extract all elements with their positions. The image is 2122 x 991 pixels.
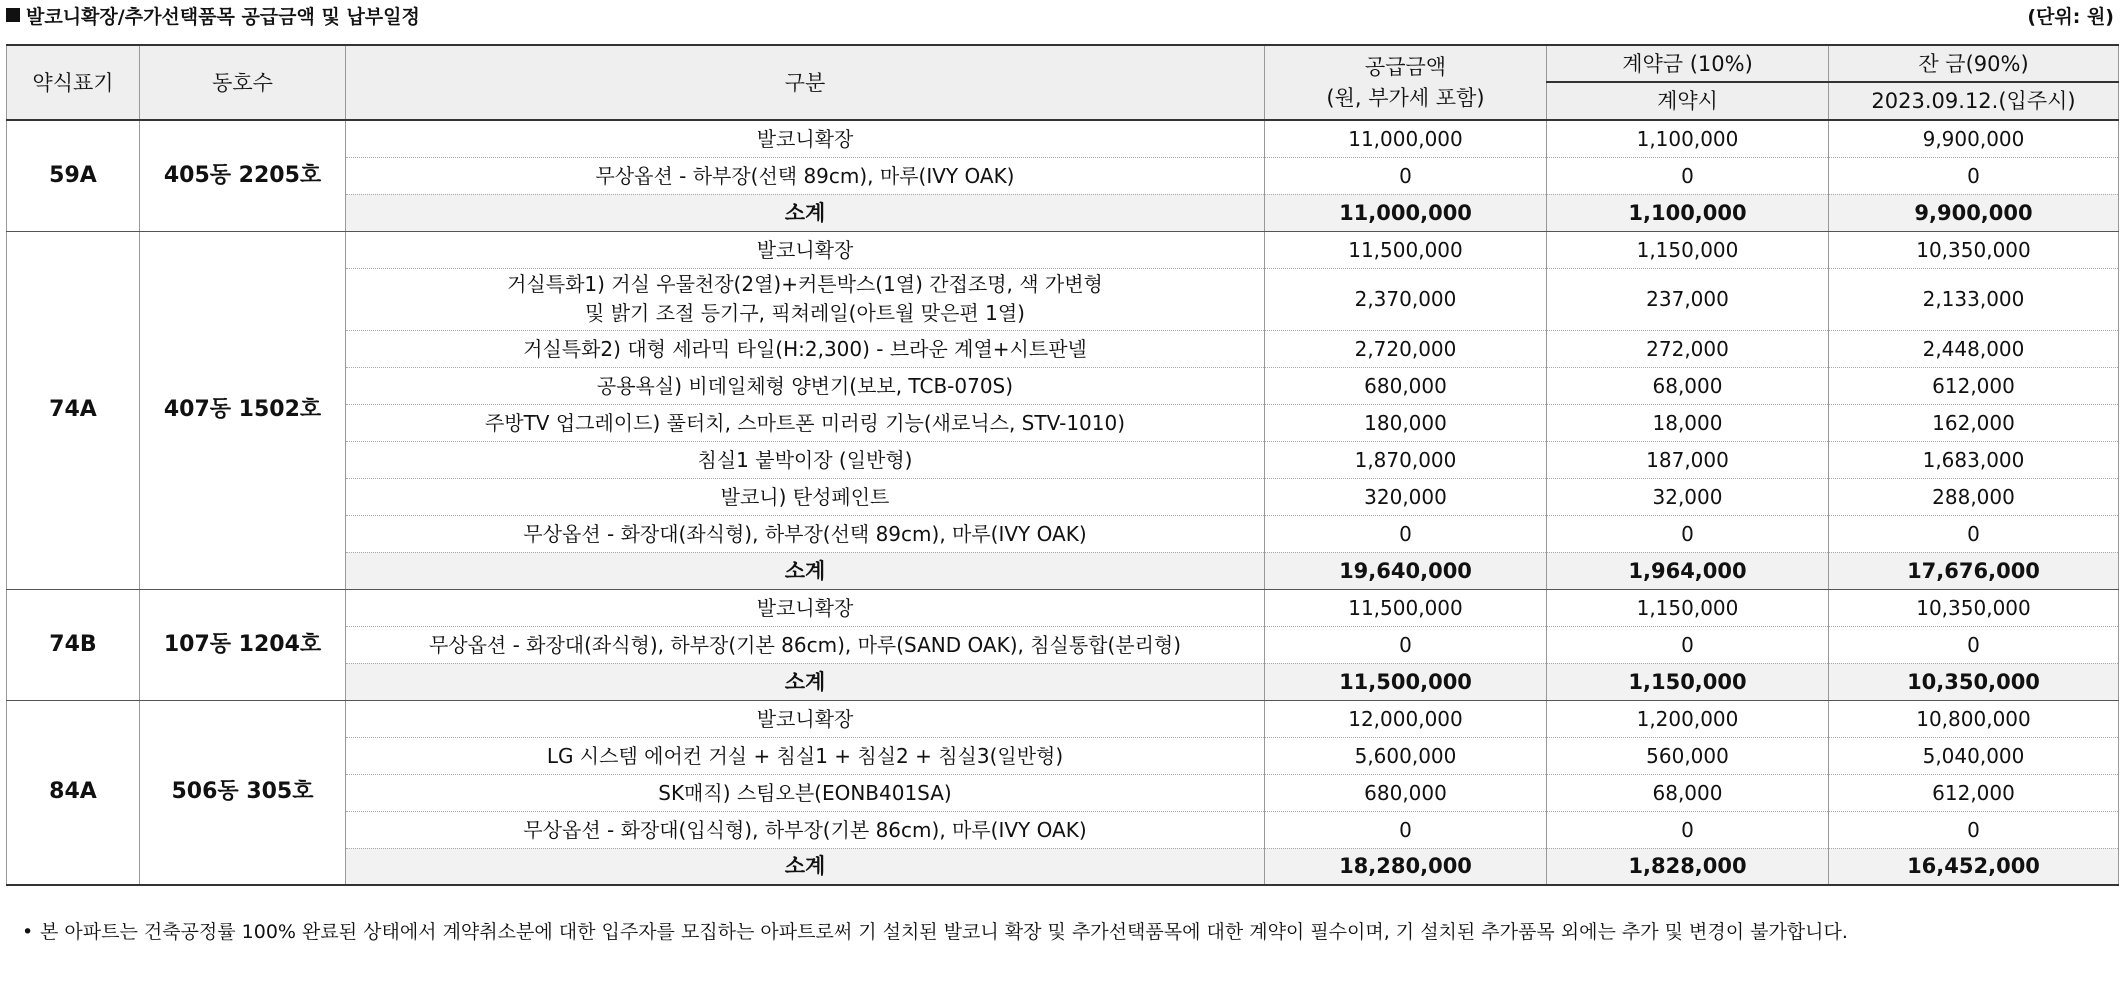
- cell-unit: 506동 305호: [140, 700, 346, 885]
- subtotal-deposit: 1,100,000: [1547, 194, 1829, 231]
- cell-deposit: 0: [1547, 811, 1829, 848]
- cell-balance: 162,000: [1829, 404, 2119, 441]
- cell-balance: 612,000: [1829, 774, 2119, 811]
- cell-item: 공용욕실) 비데일체형 양변기(보보, TCB-070S): [346, 367, 1265, 404]
- table-header: [7, 45, 2119, 120]
- cell-deposit: 187,000: [1547, 441, 1829, 478]
- cell-balance: 0: [1829, 157, 2119, 194]
- cell-balance: 0: [1829, 626, 2119, 663]
- unit-note: (단위: 원): [2027, 5, 2114, 28]
- cell-supply: 12,000,000: [1265, 700, 1547, 737]
- cell-item: 침실1 붙박이장 (일반형): [346, 441, 1265, 478]
- cell-supply: 0: [1265, 157, 1547, 194]
- cell-deposit: 0: [1547, 515, 1829, 552]
- table-row: [7, 589, 2119, 626]
- cell-unit: 405동 2205호: [140, 120, 346, 231]
- header-supply-line2: (원, 부가세 포함): [1326, 85, 1485, 110]
- cell-balance: 10,350,000: [1829, 231, 2119, 268]
- subtotal-supply: 11,500,000: [1265, 663, 1547, 700]
- cell-item: 무상옵션 - 하부장(선택 89cm), 마루(IVY OAK): [346, 157, 1265, 194]
- cell-unit: 107동 1204호: [140, 589, 346, 700]
- cell-balance: 10,800,000: [1829, 700, 2119, 737]
- cell-supply: 0: [1265, 515, 1547, 552]
- cell-deposit: 1,100,000: [1547, 120, 1829, 157]
- table-row: [7, 231, 2119, 268]
- cell-balance: 1,683,000: [1829, 441, 2119, 478]
- header-supply: [1265, 45, 1547, 120]
- subtotal-deposit: 1,150,000: [1547, 663, 1829, 700]
- cell-item: SK매직) 스팀오븐(EONB401SA): [346, 774, 1265, 811]
- subtotal-label: 소계: [346, 663, 1265, 700]
- page-title: 발코니확장/추가선택품목 공급금액 및 납부일정: [26, 5, 420, 28]
- cell-item: 무상옵션 - 화장대(입식형), 하부장(기본 86cm), 마루(IVY OAK): [346, 811, 1265, 848]
- cell-deposit: 272,000: [1547, 330, 1829, 367]
- subtotal-supply: 11,000,000: [1265, 194, 1547, 231]
- cell-item: 발코니확장: [346, 589, 1265, 626]
- subtotal-label: 소계: [346, 848, 1265, 885]
- cell-item: 거실특화2) 대형 세라믹 타일(H:2,300) - 브라운 계열+시트판넬: [346, 330, 1265, 367]
- header-balance: 잔 금(90%): [1829, 45, 2119, 82]
- cell-supply: 0: [1265, 626, 1547, 663]
- cell-deposit: 237,000: [1547, 268, 1829, 330]
- cell-balance: 612,000: [1829, 367, 2119, 404]
- cell-deposit: 18,000: [1547, 404, 1829, 441]
- footnote: [22, 916, 2112, 948]
- cell-item: 무상옵션 - 화장대(좌식형), 하부장(선택 89cm), 마루(IVY OAK): [346, 515, 1265, 552]
- subtotal-balance: 10,350,000: [1829, 663, 2119, 700]
- header-item: 구분: [346, 45, 1265, 120]
- cell-balance: 0: [1829, 515, 2119, 552]
- subtotal-label: 소계: [346, 194, 1265, 231]
- cell-item: 발코니) 탄성페인트: [346, 478, 1265, 515]
- cell-deposit: 560,000: [1547, 737, 1829, 774]
- cell-item: 발코니확장: [346, 231, 1265, 268]
- cell-balance: 5,040,000: [1829, 737, 2119, 774]
- cell-unit: 407동 1502호: [140, 231, 346, 589]
- black-square-icon: [6, 8, 20, 22]
- cell-deposit: 0: [1547, 626, 1829, 663]
- cell-supply: 1,870,000: [1265, 441, 1547, 478]
- subtotal-supply: 18,280,000: [1265, 848, 1547, 885]
- cell-deposit: 32,000: [1547, 478, 1829, 515]
- cell-type: 59A: [7, 120, 140, 231]
- footnote-text: 본 아파트는 건축공정률 100% 완료된 상태에서 계약취소분에 대한 입주자를 모집하는 아파트로써 기 설치된 발코니 확장 및 추가선택품목에 대한 계약이 필수이며, 기 설치된 추가품목 외에는 추가 및 변경이 불가합니다.: [40, 921, 1848, 943]
- subtotal-balance: 16,452,000: [1829, 848, 2119, 885]
- header-type: 약식표기: [7, 45, 140, 120]
- cell-balance: 0: [1829, 811, 2119, 848]
- cell-item: 발코니확장: [346, 120, 1265, 157]
- price-table: [6, 44, 2119, 886]
- cell-item: LG 시스템 에어컨 거실 + 침실1 + 침실2 + 침실3(일반형): [346, 737, 1265, 774]
- cell-deposit: 0: [1547, 157, 1829, 194]
- cell-balance: 10,350,000: [1829, 589, 2119, 626]
- cell-supply: 320,000: [1265, 478, 1547, 515]
- cell-supply: 2,720,000: [1265, 330, 1547, 367]
- cell-supply: 11,500,000: [1265, 589, 1547, 626]
- cell-supply: 5,600,000: [1265, 737, 1547, 774]
- subtotal-label: 소계: [346, 552, 1265, 589]
- cell-deposit: 1,150,000: [1547, 589, 1829, 626]
- cell-type: 84A: [7, 700, 140, 885]
- table-body: [7, 120, 2119, 885]
- subtotal-balance: 9,900,000: [1829, 194, 2119, 231]
- cell-item: 무상옵션 - 화장대(좌식형), 하부장(기본 86cm), 마루(SAND OAK), 침실통합(분리형): [346, 626, 1265, 663]
- subtotal-supply: 19,640,000: [1265, 552, 1547, 589]
- table-row: [7, 700, 2119, 737]
- cell-deposit: 1,200,000: [1547, 700, 1829, 737]
- cell-supply: 2,370,000: [1265, 268, 1547, 330]
- table-row: [7, 120, 2119, 157]
- cell-supply: 11,500,000: [1265, 231, 1547, 268]
- footnote-bullet: •: [22, 921, 34, 943]
- subtotal-balance: 17,676,000: [1829, 552, 2119, 589]
- cell-item: 발코니확장: [346, 700, 1265, 737]
- cell-item-line2: 및 밝기 조절 등기구, 픽쳐레일(아트월 맞은편 1열): [585, 301, 1025, 325]
- cell-supply: 11,000,000: [1265, 120, 1547, 157]
- cell-balance: 2,448,000: [1829, 330, 2119, 367]
- cell-supply: 680,000: [1265, 367, 1547, 404]
- subtotal-deposit: 1,828,000: [1547, 848, 1829, 885]
- cell-balance: 2,133,000: [1829, 268, 2119, 330]
- cell-type: 74B: [7, 589, 140, 700]
- cell-item: [346, 268, 1265, 330]
- cell-deposit: 1,150,000: [1547, 231, 1829, 268]
- title-bar: [6, 0, 2114, 30]
- subtotal-deposit: 1,964,000: [1547, 552, 1829, 589]
- header-deposit: 계약금 (10%): [1547, 45, 1829, 82]
- cell-supply: 0: [1265, 811, 1547, 848]
- cell-balance: 288,000: [1829, 478, 2119, 515]
- header-deposit-sub: 계약시: [1547, 82, 1829, 120]
- header-unit: 동호수: [140, 45, 346, 120]
- title-group: [6, 2, 420, 29]
- header-balance-sub: 2023.09.12.(입주시): [1829, 82, 2119, 120]
- cell-deposit: 68,000: [1547, 774, 1829, 811]
- cell-item-line1: 거실특화1) 거실 우물천장(2열)+커튼박스(1열) 간접조명, 색 가변형: [507, 272, 1103, 296]
- cell-type: 74A: [7, 231, 140, 589]
- cell-item: 주방TV 업그레이드) 풀터치, 스마트폰 미러링 기능(새로닉스, STV-1010): [346, 404, 1265, 441]
- cell-supply: 680,000: [1265, 774, 1547, 811]
- cell-balance: 9,900,000: [1829, 120, 2119, 157]
- header-supply-line1: 공급금액: [1364, 54, 1447, 79]
- cell-deposit: 68,000: [1547, 367, 1829, 404]
- cell-supply: 180,000: [1265, 404, 1547, 441]
